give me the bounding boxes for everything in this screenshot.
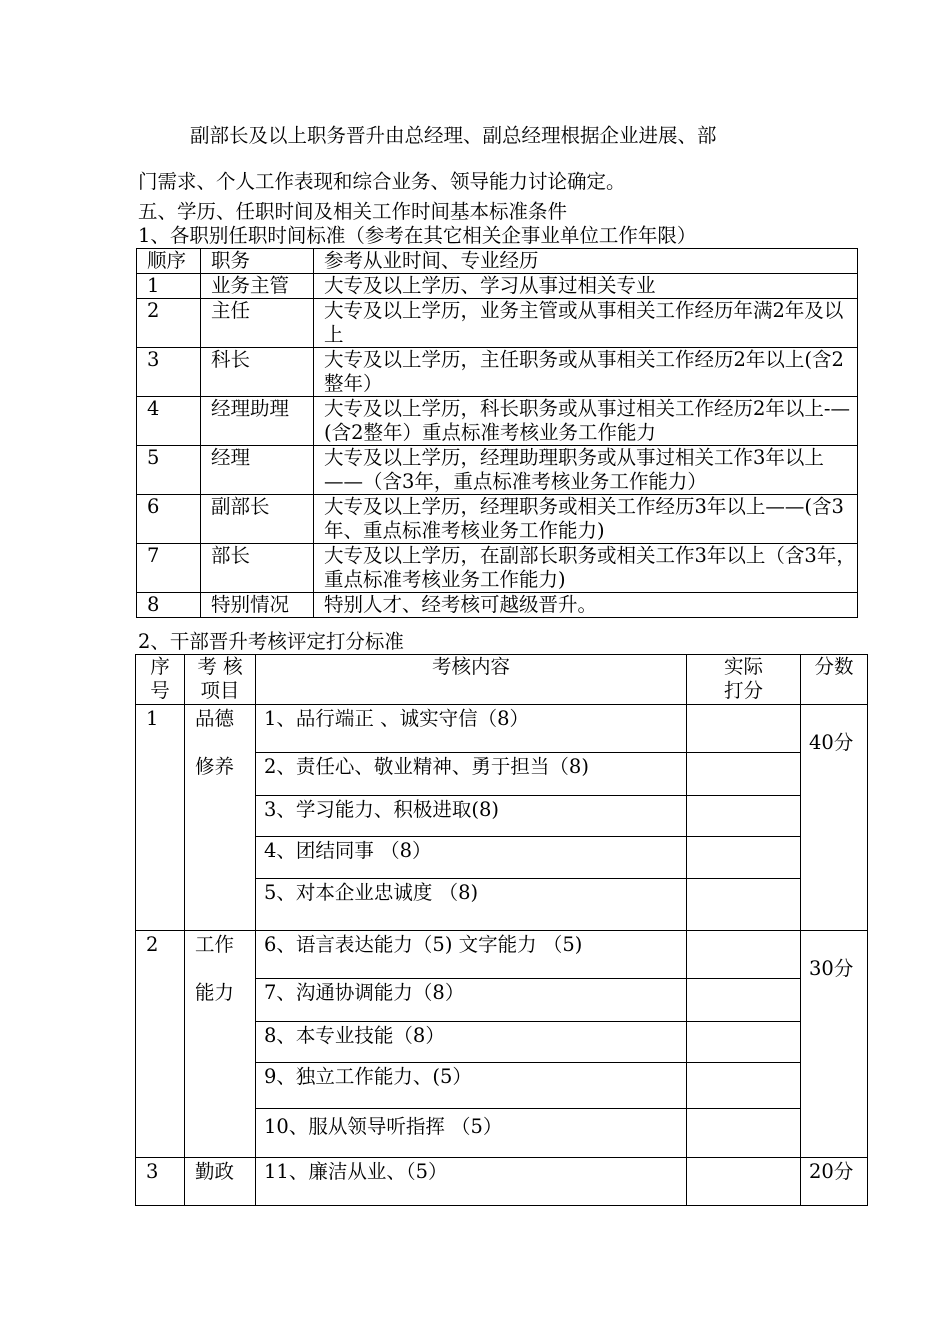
actual-score-cell <box>687 879 801 931</box>
group-no: 1 <box>136 705 185 931</box>
header-category-line1: 考 核 <box>197 655 243 678</box>
assessment-item: 1、品行端正 、诚实守信（8） <box>256 705 687 753</box>
group-no: 2 <box>136 931 185 1158</box>
intro-line-2: 门需求、个人工作表现和综合业务、领导能力讨论确定。 <box>138 170 626 193</box>
assessment-item: 3、学习能力、积极进取(8) <box>256 796 687 837</box>
actual-score-cell <box>687 1022 801 1063</box>
table-row <box>137 397 858 446</box>
header-content: 考核内容 <box>256 655 687 705</box>
header-actual-line2: 打分 <box>723 679 763 702</box>
actual-score-cell <box>687 1063 801 1109</box>
section-5-title: 五、学历、任职时间及相关工作时间基本标准条件 <box>138 200 568 223</box>
assessment-item: 8、本专业技能（8） <box>256 1022 687 1063</box>
group-score: 20分 <box>801 1158 868 1206</box>
row-post: 副部长 <box>201 495 314 544</box>
assessment-item: 10、服从领导听指挥 （5） <box>256 1109 687 1158</box>
table1-header-post: 职务 <box>201 249 314 274</box>
intro-paragraph <box>138 113 818 205</box>
table1-title: 1、各职别任职时间标准（参考在其它相关企事业单位工作年限） <box>138 224 697 247</box>
assessment-item: 11、廉洁从业、（5） <box>256 1158 687 1206</box>
row-no: 3 <box>137 348 201 397</box>
table-row <box>136 705 868 753</box>
header-category <box>185 655 256 705</box>
table-row <box>137 544 858 593</box>
group-score: 40分 <box>801 705 868 931</box>
table2-title: 2、干部晋升考核评定打分标准 <box>138 630 404 653</box>
table-row <box>137 299 858 348</box>
row-post: 主任 <box>201 299 314 348</box>
assessment-item: 2、责任心、敬业精神、勇于担当（8) <box>256 753 687 796</box>
category-line1: 品德 <box>195 707 235 730</box>
table-row <box>137 274 858 299</box>
row-requirement: 大专及以上学历，业务主管或从事相关工作经历年满2年及以上 <box>314 299 858 348</box>
header-score: 分数 <box>801 655 868 705</box>
row-requirement: 大专及以上学历，科长职务或从事过相关工作经历2年以上-—(含2整年）重点标准考核业务工作能力 <box>314 397 858 446</box>
header-actual-line1: 实际 <box>723 655 763 678</box>
group-no: 3 <box>136 1158 185 1206</box>
table1-header-req: 参考从业时间、专业经历 <box>314 249 858 274</box>
table2-header-row <box>136 655 868 705</box>
row-post: 经理 <box>201 446 314 495</box>
assessment-item: 5、对本企业忠诚度 （8) <box>256 879 687 931</box>
actual-score-cell <box>687 1158 801 1206</box>
assessment-item: 7、沟通协调能力（8） <box>256 979 687 1022</box>
actual-score-cell <box>687 796 801 837</box>
table1-header-row <box>137 249 858 274</box>
row-no: 5 <box>137 446 201 495</box>
table-row <box>136 1158 868 1206</box>
group-score: 30分 <box>801 931 868 1158</box>
row-post: 科长 <box>201 348 314 397</box>
row-requirement: 大专及以上学历，在副部长职务或相关工作3年以上（含3年，重点标准考核业务工作能力) <box>314 544 858 593</box>
header-category-line2: 项目 <box>200 679 240 702</box>
row-requirement: 特别人才、经考核可越级晋升。 <box>314 593 858 618</box>
actual-score-cell <box>687 837 801 879</box>
row-post: 经理助理 <box>201 397 314 446</box>
category-line2: 修养 <box>195 755 235 778</box>
group-category <box>185 1158 256 1206</box>
group-category <box>185 931 256 1158</box>
table-row <box>137 446 858 495</box>
row-no: 4 <box>137 397 201 446</box>
row-no: 2 <box>137 299 201 348</box>
row-requirement: 大专及以上学历，经理助理职务或从事过相关工作3年以上——（含3年，重点标准考核业务工作能力） <box>314 446 858 495</box>
promotion-scoring-table <box>135 654 868 1206</box>
table-row <box>137 495 858 544</box>
header-actual-score <box>687 655 801 705</box>
assessment-item: 6、语言表达能力（5) 文字能力 （5) <box>256 931 687 979</box>
actual-score-cell <box>687 1109 801 1158</box>
row-no: 7 <box>137 544 201 593</box>
actual-score-cell <box>687 979 801 1022</box>
category-line2: 能力 <box>195 981 235 1004</box>
table1-header-no: 顺序 <box>137 249 201 274</box>
row-post: 业务主管 <box>201 274 314 299</box>
row-post: 特别情况 <box>201 593 314 618</box>
row-no: 1 <box>137 274 201 299</box>
actual-score-cell <box>687 931 801 979</box>
tenure-standard-table <box>136 248 858 618</box>
row-post: 部长 <box>201 544 314 593</box>
row-no: 6 <box>137 495 201 544</box>
actual-score-cell <box>687 753 801 796</box>
row-requirement: 大专及以上学历，主任职务或从事相关工作经历2年以上(含2整年） <box>314 348 858 397</box>
row-requirement: 大专及以上学历，经理职务或相关工作经历3年以上——(含3年、重点标准考核业务工作能力) <box>314 495 858 544</box>
category-line1: 勤政 <box>195 1160 235 1183</box>
row-requirement: 大专及以上学历、学习从事过相关专业 <box>314 274 858 299</box>
table-row <box>137 348 858 397</box>
header-serial-line1: 序 <box>150 655 170 678</box>
intro-line-1: 副部长及以上职务晋升由总经理、副总经理根据企业进展、部 <box>190 124 717 147</box>
row-no: 8 <box>137 593 201 618</box>
header-serial <box>136 655 185 705</box>
group-category <box>185 705 256 931</box>
table-row <box>136 931 868 979</box>
header-serial-line2: 号 <box>150 679 170 702</box>
actual-score-cell <box>687 705 801 753</box>
assessment-item: 4、团结同事 （8） <box>256 837 687 879</box>
assessment-item: 9、独立工作能力、(5） <box>256 1063 687 1109</box>
table-row <box>137 593 858 618</box>
category-line1: 工作 <box>195 933 235 956</box>
